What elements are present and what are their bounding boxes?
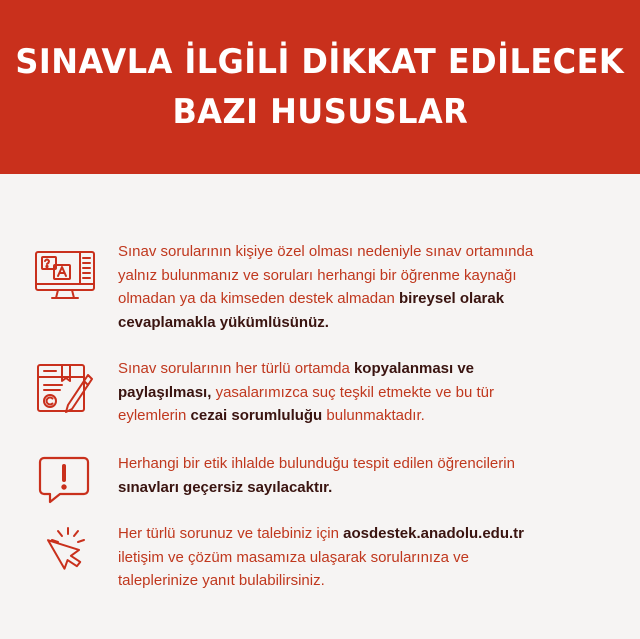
notice-text-4 bbox=[118, 522, 524, 593]
line: Sınav sorularının her türlü ortamda kopyalanması ve bbox=[118, 360, 475, 377]
notice-item-individual-answer bbox=[32, 240, 622, 334]
line: iletişim ve çözüm masamıza ulaşarak sorularınıza ve bbox=[118, 548, 469, 566]
notice-text-3 bbox=[118, 452, 515, 499]
notice-item-ethics bbox=[32, 452, 622, 518]
title-banner bbox=[0, 0, 640, 174]
line: Herhangi bir etik ihlalde bulunduğu tespit edilen öğrencilerin bbox=[118, 455, 515, 472]
exam-monitor-icon bbox=[32, 240, 98, 306]
support-link[interactable]: aosdestek.anadolu.edu.tr bbox=[343, 525, 524, 542]
line: taleplerinize yanıt bulabilirsiniz. bbox=[118, 572, 325, 589]
line: eylemlerin cezai sorumluluğu bulunmaktadır. bbox=[118, 407, 425, 424]
line: Sınav sorularının kişiye özel olması nedeniyle sınav ortamında bbox=[118, 243, 534, 260]
line: yalnız bulunmanız ve soruları herhangi bir öğrenme kaynağı bbox=[118, 266, 517, 284]
notice-item-support bbox=[32, 522, 622, 593]
notice-text-1 bbox=[118, 240, 533, 334]
cursor-click-icon bbox=[32, 522, 98, 588]
warning-speech-bubble-icon bbox=[32, 452, 98, 518]
line: paylaşılması, yasalarımızca suç teşkil etmekte ve bu tür bbox=[118, 383, 495, 401]
page-title-line-1: SINAVLA İLGİLİ DİKKAT EDİLECEK bbox=[15, 42, 625, 82]
copyright-document-icon bbox=[32, 357, 98, 423]
line: olmadan ya da kimseden destek almadan bireysel olarak bbox=[118, 290, 505, 307]
line: Her türlü sorunuz ve talebiniz için aosdestek.anadolu.edu.tr bbox=[118, 525, 524, 542]
notice-item-copying bbox=[32, 357, 622, 428]
notice-text-2 bbox=[118, 357, 494, 428]
line: sınavları geçersiz sayılacaktır. bbox=[118, 478, 333, 496]
page-title-line-2: BAZI HUSUSLAR bbox=[172, 92, 468, 132]
line: cevaplamakla yükümlüsünüz. bbox=[118, 313, 329, 331]
